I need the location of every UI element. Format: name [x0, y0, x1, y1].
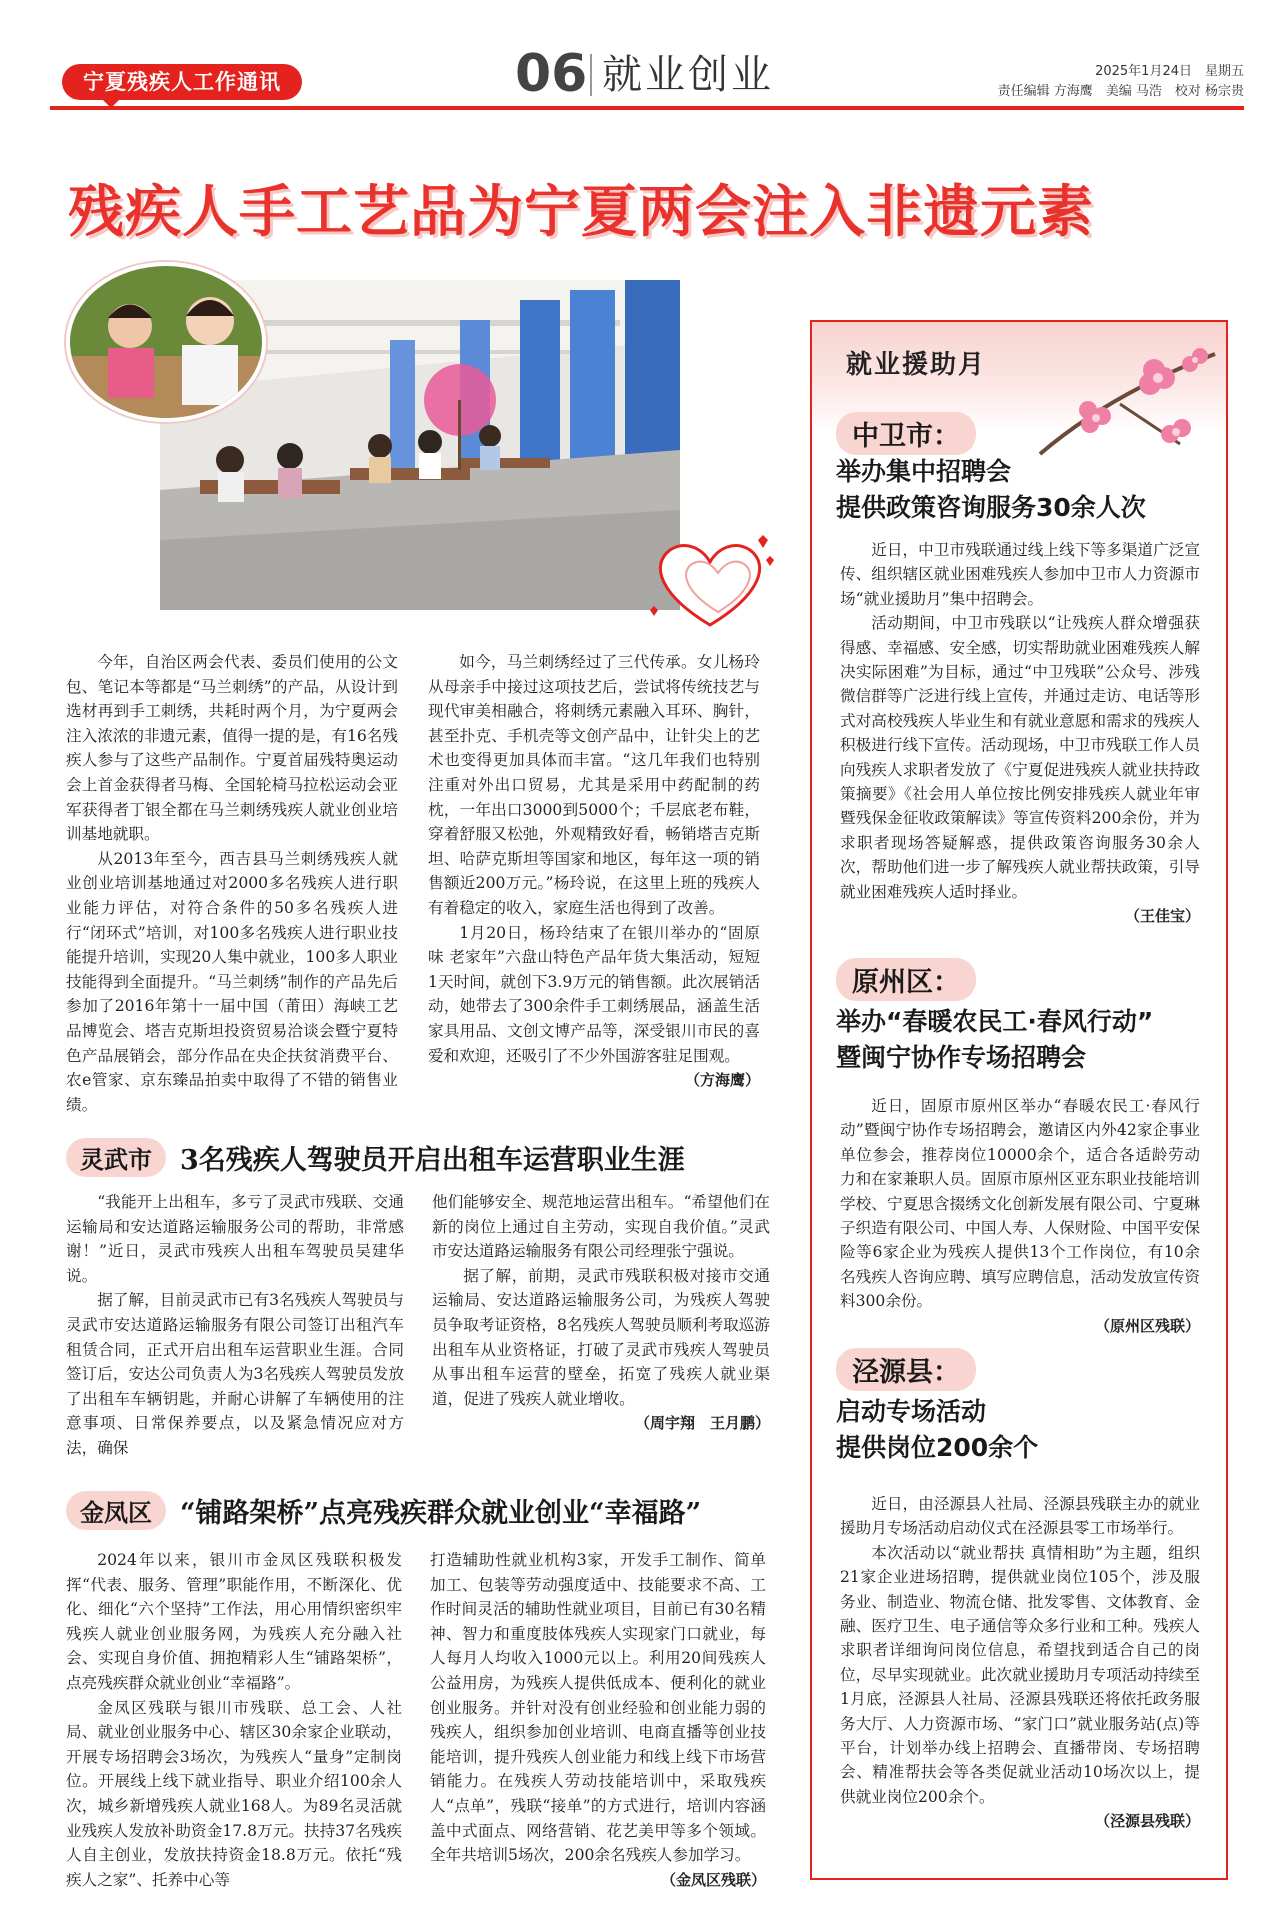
main-story-col2 [428, 650, 760, 1098]
lingwu-paragraph: 据了解，目前灵武市已有3名残疾人驾驶员与灵武市安达道路运输服务有限公司签订出租汽车租赁合同，正式开启出租车运营职业生涯。合同签订后，安达公司负责人为3名残疾人驾驶员发放了出租车车辆钥匙，并耐心讲解了车辆使用的注意事项、日常保养要点，以及紧急情况应对方法，确保 [66, 1291, 404, 1457]
page-number-divider [590, 54, 592, 96]
zhongwei-place-badge: 中卫市： [836, 412, 976, 455]
jinfeng-headline [66, 1487, 701, 1533]
jinfeng-paragraph: 金凤区残联与银川市残联、总工会、人社局、就业创业服务中心、辖区30余家企业联动，开展专场招聘会3场次，为残疾人“量身”定制岗位。开展线上线下就业指导、职业介绍100余人次，城乡新增残疾人就业168人。为89名灵活就业残疾人发放补助资金17.8万元。扶持37名残疾人自主创业，发放扶持资金18.8万元。依托“残疾人之家”、托养中心等 [66, 1698, 402, 1889]
zhongwei-place [836, 412, 976, 455]
zhongwei-title-line2: 提供政策咨询服务30余人次 [836, 493, 1146, 522]
lingwu-paragraph: “我能开上出租车，多亏了灵武市残联、交通运输局和安达道路运输服务公司的帮助，非常感谢！”近日，灵武市残疾人出租车驾驶员吴建华说。 [66, 1193, 404, 1285]
yuanzhou-title-line1: 举办“春暖农民工·春风行动” [836, 1007, 1154, 1036]
cherry-blossom-decoration [1030, 334, 1220, 464]
jingyuan-title-line2: 提供岗位200余个 [836, 1433, 1039, 1462]
brand-tag: 宁夏残疾人工作通讯 [62, 64, 302, 100]
jingyuan-place-badge: 泾源县： [836, 1348, 976, 1391]
zhongwei-paragraph: 活动期间，中卫市残联以“让残疾人群众增强获得感、幸福感、安全感，切实帮助就业困难残疾人解决实际困难”为目标，通过“中卫残联”公众号、涉残微信群等广泛进行线上宣传，并通过走访、电话等形式对高校残疾人毕业生和有就业意愿和需求的残疾人积极进行线下宣传。活动现场，中卫市残联工作人员向残疾人求职者发放了《宁夏促进残疾人就业扶持政策摘要》《社会用人单位按比例安排残疾人就业年审暨残保金征收政策解读》等宣传资料200余份，并为求职者现场答疑解惑，提供政策咨询服务30余人次，帮助他们进一步了解残疾人就业帮扶政策，引导就业困难残疾人适时择业。 [840, 614, 1200, 901]
sidebar-banner-title: 就业援助月 [846, 350, 987, 380]
main-story-paragraph: 如今，马兰刺绣经过了三代传承。女儿杨玲从母亲手中接过这项技艺后，尝试将传统技艺与现代审美相融合，将刺绣元素融入耳环、胸针，甚至扑克、手机壳等文创产品中，让针尖上的艺术也变得更加具体而丰富。“这几年我们也特别注重对外出口贸易，尤其是采用中药配制的药枕，一年出口3000到5000个；千层底老布鞋，穿着舒服又松弛，外观精致好看，畅销塔吉克斯坦、哈萨克斯坦等国家和地区，每年这一项的销售额近200万元。”杨玲说，在这里上班的残疾人有着稳定的收入，家庭生活也得到了改善。 [428, 653, 760, 917]
jinfeng-place-badge: 金凤区 [66, 1491, 166, 1530]
zhongwei-paragraph: 近日，中卫市残联通过线上线下等多渠道广泛宣传、组织辖区就业困难残疾人参加中卫市人力资源市场“就业援助月”集中招聘会。 [840, 541, 1200, 608]
lingwu-col1 [66, 1190, 404, 1460]
yuanzhou-title-line2: 暨闽宁协作专场招聘会 [836, 1043, 1087, 1072]
yuanzhou-byline: （原州区残联） [1094, 1316, 1200, 1335]
inset-portrait-photo [66, 262, 266, 422]
main-story-col1 [66, 650, 398, 1114]
lingwu-byline: （周宇翔 王月鹏） [634, 1414, 770, 1433]
main-story-paragraph: 1月20日，杨玲结束了在银川举办的“固原味 老家年”六盘山特色产品年货大集活动，短短1天时间，就创下3.9万元的销售额。此次展销活动，她带去了300余件手工刺绣展品，涵盖生活家具用品、文创文博产品等，深受银川市民的喜爱和欢迎，还吸引了不少外国游客驻足围观。 [428, 923, 760, 1065]
jingyuan-body [840, 1492, 1200, 1872]
jinfeng-col2 [430, 1548, 766, 1888]
jinfeng-paragraph: 打造辅助性就业机构3家，开发手工制作、简单加工、包装等劳动强度适中、技能要求不高、工作时间灵活的辅助性就业项目，目前已有30名精神、智力和重度肢体残疾人实现家门口就业，每人每月人均收入1000元以上。利用20间残疾人公益用房，为残疾人提供低成本、便利化的就业创业服务。并针对没有创业经验和创业能力弱的残疾人，组织参加创业培训、电商直播等创业技能培训，提升残疾人创业能力和线上线下市场营销能力。在残疾人劳动技能培训中，采取残疾人“点单”，残联“接单”的方式进行，培训内容涵盖中式面点、网络营销、花艺美甲等多个领域。全年共培训5场次，200余名残疾人参加学习。 [430, 1551, 766, 1865]
heart-decoration [640, 520, 780, 640]
jinfeng-col1 [66, 1548, 402, 1888]
jingyuan-paragraph: 近日，由泾源县人社局、泾源县残联主办的就业援助月专场活动启动仪式在泾源县零工市场举行。 [840, 1495, 1200, 1538]
jinfeng-paragraph: 2024年以来，银川市金凤区残联积极发挥“代表、服务、管理”职能作用，不断深化、优化、细化“六个坚持”工作法，用心用情织密织牢残疾人就业创业服务网，为残疾人充分融入社会、实现自身价值、拥抱精彩人生“铺路架桥”，点亮残疾群众就业创业“幸福路”。 [66, 1551, 402, 1692]
jingyuan-paragraph: 本次活动以“就业帮扶 真情相助”为主题，组织21家企业进场招聘，提供就业岗位105个，涉及服务业、制造业、物流仓储、批发零售、文体教育、金融、医疗卫生、电子通信等众多行业和工种。残疾人求职者详细询问岗位信息，希望找到适合自己的岗位，尽早实现就业。此次就业援助月专项活动持续至1月底，泾源县人社局、泾源县残联还将依托政务服务大厅、人力资源市场、“家门口”就业服务站(点)等平台，计划举办线上招聘会、直播带岗、专场招聘会、精准帮扶会等各类促就业活动10场次以上，提供就业岗位200余个。 [840, 1543, 1200, 1806]
yuanzhou-place-badge: 原州区： [836, 958, 976, 1001]
heart-icon [640, 520, 780, 640]
jinfeng-title: “铺路架桥”点亮残疾群众就业创业“幸福路” [180, 1497, 702, 1529]
yuanzhou-place [836, 958, 976, 1001]
lingwu-col2 [432, 1190, 770, 1460]
zhongwei-body [840, 538, 1200, 948]
main-story-paragraph: 今年，自治区两会代表、委员们使用的公文包、笔记本等都是“马兰刺绣”的产品，从设计到选材再到手工刺绣，共耗时两个月，为宁夏两会注入浓浓的非遗元素，值得一提的是，有16名残疾人参与了这些产品制作。宁夏首届残特奥运动会上首金获得者马梅、全国轮椅马拉松运动会亚军获得者丁银全都在马兰刺绣残疾人就业创业培训基地就职。 [66, 653, 398, 844]
page-number: 06 [515, 44, 588, 104]
lingwu-title: 3名残疾人驾驶员开启出租车运营职业生涯 [180, 1144, 685, 1176]
main-story-byline: （方海鹰） [684, 1071, 760, 1090]
lingwu-paragraph: 据了解，前期，灵武市残联积极对接市交通运输局、安达道路运输服务公司，为残疾人驾驶员争取考证资格，8名残疾人驾驶员顺利考取巡游出租车从业资格证，打破了灵武市残疾人驾驶员从事出租车运营的壁垒，拓宽了残疾人就业渠道，促进了残疾人就业增收。 [432, 1266, 770, 1408]
jingyuan-byline: （泾源县残联） [1094, 1812, 1200, 1831]
section-name: 就业创业 [602, 52, 774, 98]
editors-line: 责任编辑 方海鹰 美编 马浩 校对 杨宗贵 [997, 84, 1244, 99]
masthead-rule [50, 106, 1244, 110]
jingyuan-title-line1: 启动专场活动 [836, 1397, 987, 1426]
lingwu-paragraph: 他们能够安全、规范地运营出租车。“希望他们在新的岗位上通过自主劳动，实现自我价值。”灵武市安达道路运输服务有限公司经理张宁强说。 [432, 1193, 770, 1261]
jinfeng-byline: （金凤区残联） [660, 1870, 766, 1889]
lingwu-place-badge: 灵武市 [66, 1138, 166, 1177]
yuanzhou-paragraph: 近日，固原市原州区举办“春暖农民工·春风行动”暨闽宁协作专场招聘会，邀请区内外42家企事业单位参会，推荐岗位10000余个，适合各适龄劳动力和在家兼职人员。固原市原州区亚东职业技能培训学校、宁夏思含掇绣文化创新发展有限公司、宁夏琳子织造有限公司、中国人寿、人保财险、中国平安保险等6家企业为残疾人提供13个工作岗位，有10余名残疾人咨询应聘、填写应聘信息，活动发放宣传资料300余份。 [840, 1097, 1200, 1311]
cherry-blossom-icon [1030, 334, 1220, 464]
lingwu-headline [66, 1134, 685, 1180]
zhongwei-title-line1: 举办集中招聘会 [836, 457, 1012, 486]
jingyuan-place [836, 1348, 976, 1391]
inset-illustration [70, 266, 266, 422]
zhongwei-byline: （王佳宝） [1124, 907, 1200, 926]
yuanzhou-body [840, 1094, 1200, 1334]
main-story-paragraph: 从2013年至今，西吉县马兰刺绣残疾人就业创业培训基地通过对2000多名残疾人进行职业能力评估，对符合条件的50多名残疾人进行“闭环式”培训，对100多名残疾人进行职业技能提升培训，实现20人集中就业，100多人职业技能得到全面提升。“马兰刺绣”制作的产品先后参加了2016年第十一届中国（莆田）海峡工艺品博览会、塔吉克斯坦投资贸易洽谈会暨宁夏特色产品展销会，部分作品在央企扶贫消费平台、农e管家、京东臻品拍卖中取得了不错的销售业绩。 [66, 849, 398, 1114]
issue-date: 2025年1月24日 星期五 [1095, 64, 1244, 79]
page-headline: 残疾人手工艺品为宁夏两会注入非遗元素 [68, 180, 1094, 245]
